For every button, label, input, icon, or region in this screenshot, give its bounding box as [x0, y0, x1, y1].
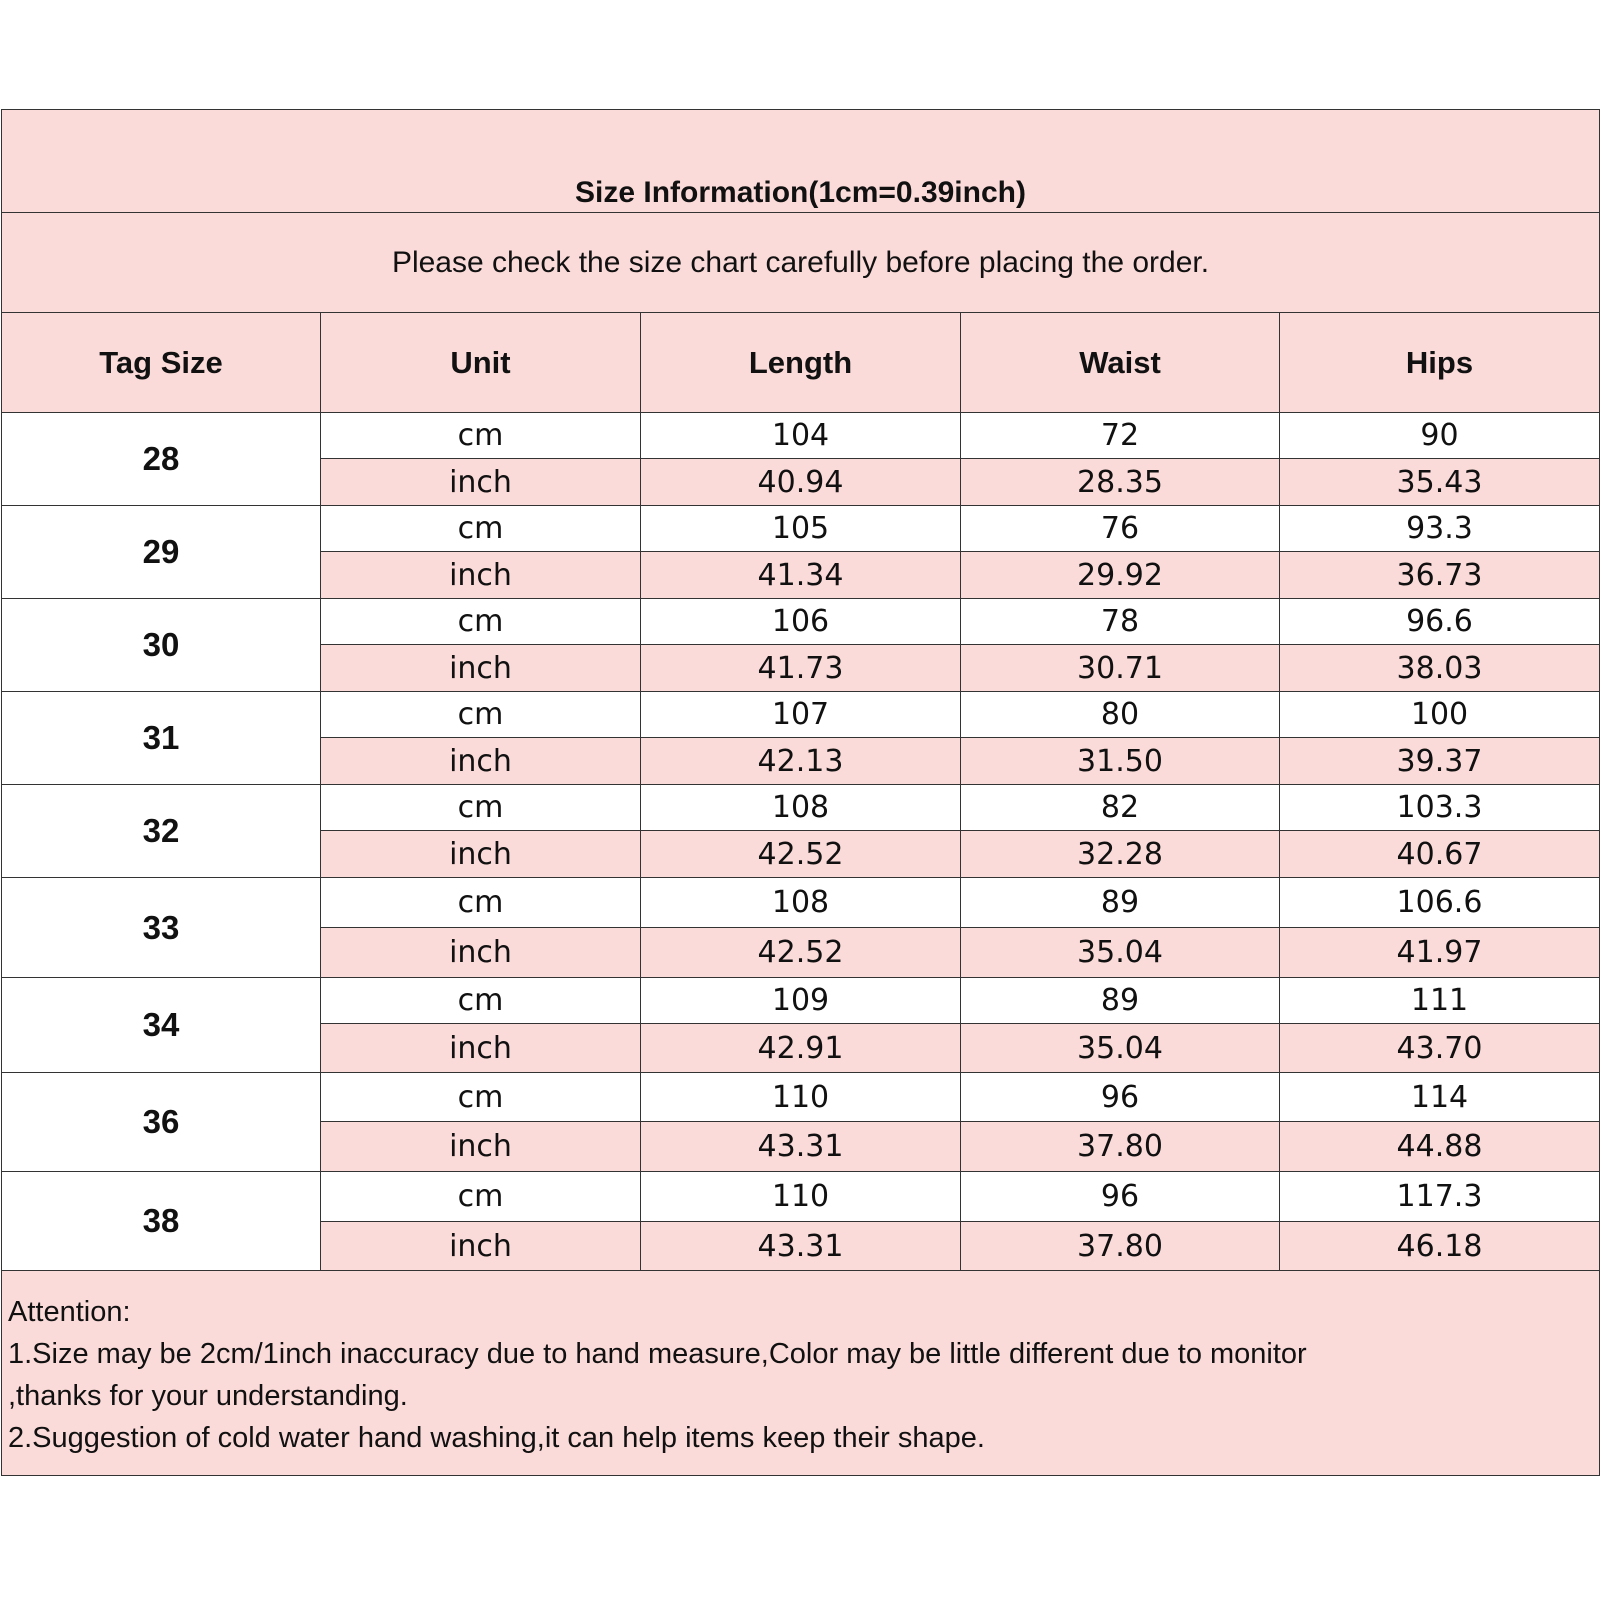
tag-size-cell: 28	[2, 413, 321, 506]
value-cell: 72	[961, 413, 1280, 459]
value-cell: 43.31	[641, 1122, 961, 1172]
tag-size-cell: 34	[2, 978, 321, 1073]
value-cell: 40.94	[641, 459, 961, 506]
value-cell: 32.28	[961, 831, 1280, 878]
unit-cell: inch	[321, 831, 641, 878]
value-cell: 96	[961, 1073, 1280, 1122]
value-cell: 105	[641, 506, 961, 552]
value-cell: 80	[961, 692, 1280, 738]
value-cell: 42.52	[641, 928, 961, 978]
value-cell: 110	[641, 1172, 961, 1222]
value-cell: 37.80	[961, 1222, 1280, 1271]
value-cell: 110	[641, 1073, 961, 1122]
attention-notes	[2, 1271, 1600, 1476]
table-row	[2, 413, 1600, 459]
value-cell: 104	[641, 413, 961, 459]
note-line-1: 1.Size may be 2cm/1inch inaccuracy due to hand measure,Color may be little different due to monitor	[8, 1338, 1307, 1370]
value-cell: 100	[1280, 692, 1600, 738]
note-line-3: 2.Suggestion of cold water hand washing,it can help items keep their shape.	[8, 1422, 985, 1454]
value-cell: 41.34	[641, 552, 961, 599]
value-cell: 42.13	[641, 738, 961, 785]
value-cell: 106.6	[1280, 878, 1600, 928]
value-cell: 36.73	[1280, 552, 1600, 599]
unit-cell: cm	[321, 1172, 641, 1222]
unit-cell: cm	[321, 599, 641, 645]
chart-subtitle: Please check the size chart carefully before placing the order.	[2, 213, 1600, 313]
header-tag-size: Tag Size	[2, 313, 321, 413]
tag-size-cell: 38	[2, 1172, 321, 1271]
table-row	[2, 785, 1600, 831]
header-row	[2, 313, 1600, 413]
value-cell: 96.6	[1280, 599, 1600, 645]
value-cell: 40.67	[1280, 831, 1600, 878]
value-cell: 44.88	[1280, 1122, 1600, 1172]
value-cell: 108	[641, 878, 961, 928]
unit-cell: inch	[321, 1222, 641, 1271]
tag-size-cell: 33	[2, 878, 321, 978]
value-cell: 90	[1280, 413, 1600, 459]
attention-heading: Attention:	[8, 1296, 131, 1328]
value-cell: 30.71	[961, 645, 1280, 692]
value-cell: 43.31	[641, 1222, 961, 1271]
unit-cell: cm	[321, 506, 641, 552]
value-cell: 42.91	[641, 1024, 961, 1073]
value-cell: 111	[1280, 978, 1600, 1024]
value-cell: 39.37	[1280, 738, 1600, 785]
unit-cell: cm	[321, 692, 641, 738]
value-cell: 41.73	[641, 645, 961, 692]
table-row	[2, 599, 1600, 645]
table-row	[2, 1073, 1600, 1122]
table-row	[2, 506, 1600, 552]
tag-size-cell: 36	[2, 1073, 321, 1172]
value-cell: 114	[1280, 1073, 1600, 1122]
unit-cell: inch	[321, 552, 641, 599]
note-line-2: ,thanks for your understanding.	[8, 1380, 408, 1412]
header-unit: Unit	[321, 313, 641, 413]
value-cell: 96	[961, 1172, 1280, 1222]
value-cell: 107	[641, 692, 961, 738]
unit-cell: inch	[321, 1024, 641, 1073]
table-row	[2, 878, 1600, 928]
unit-cell: cm	[321, 785, 641, 831]
unit-cell: cm	[321, 1073, 641, 1122]
value-cell: 93.3	[1280, 506, 1600, 552]
value-cell: 117.3	[1280, 1172, 1600, 1222]
size-chart-table	[1, 109, 1600, 1476]
chart-title: Size Information(1cm=0.39inch)	[2, 110, 1600, 213]
table-row	[2, 692, 1600, 738]
value-cell: 35.04	[961, 928, 1280, 978]
table-row	[2, 1172, 1600, 1222]
value-cell: 38.03	[1280, 645, 1600, 692]
value-cell: 29.92	[961, 552, 1280, 599]
unit-cell: cm	[321, 978, 641, 1024]
value-cell: 41.97	[1280, 928, 1600, 978]
unit-cell: inch	[321, 738, 641, 785]
value-cell: 42.52	[641, 831, 961, 878]
table-row	[2, 978, 1600, 1024]
value-cell: 82	[961, 785, 1280, 831]
unit-cell: inch	[321, 928, 641, 978]
unit-cell: cm	[321, 413, 641, 459]
tag-size-cell: 29	[2, 506, 321, 599]
value-cell: 31.50	[961, 738, 1280, 785]
value-cell: 106	[641, 599, 961, 645]
header-waist: Waist	[961, 313, 1280, 413]
value-cell: 89	[961, 978, 1280, 1024]
tag-size-cell: 31	[2, 692, 321, 785]
value-cell: 35.43	[1280, 459, 1600, 506]
tag-size-cell: 32	[2, 785, 321, 878]
value-cell: 28.35	[961, 459, 1280, 506]
unit-cell: inch	[321, 459, 641, 506]
unit-cell: inch	[321, 645, 641, 692]
value-cell: 35.04	[961, 1024, 1280, 1073]
value-cell: 109	[641, 978, 961, 1024]
unit-cell: cm	[321, 878, 641, 928]
tag-size-cell: 30	[2, 599, 321, 692]
value-cell: 76	[961, 506, 1280, 552]
value-cell: 108	[641, 785, 961, 831]
value-cell: 46.18	[1280, 1222, 1600, 1271]
value-cell: 103.3	[1280, 785, 1600, 831]
header-length: Length	[641, 313, 961, 413]
unit-cell: inch	[321, 1122, 641, 1172]
value-cell: 43.70	[1280, 1024, 1600, 1073]
value-cell: 78	[961, 599, 1280, 645]
value-cell: 89	[961, 878, 1280, 928]
header-hips: Hips	[1280, 313, 1600, 413]
value-cell: 37.80	[961, 1122, 1280, 1172]
